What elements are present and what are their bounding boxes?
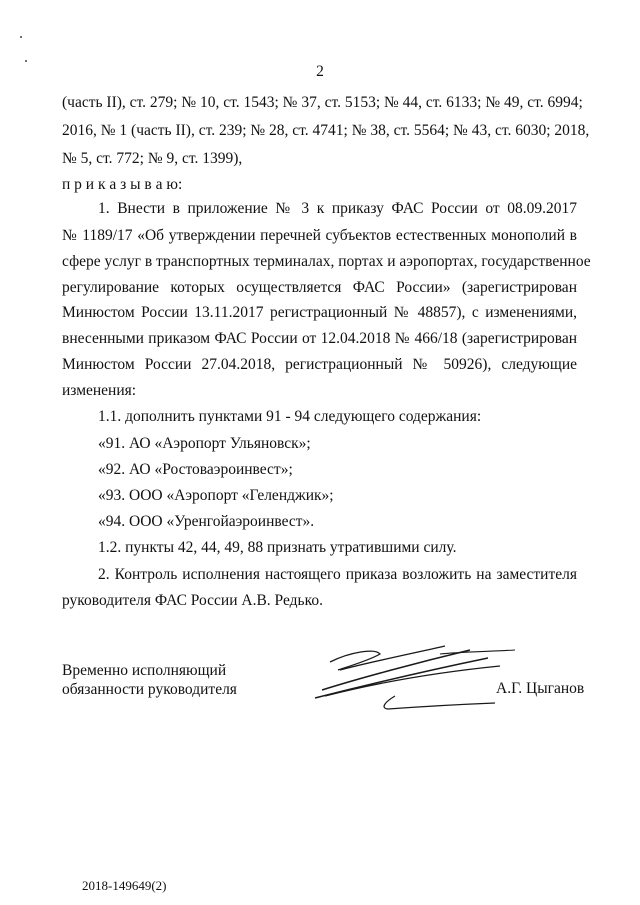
signatory-position-line1: Временно исполняющий [62, 662, 227, 679]
item2-line: 2. Контроль исполнения настоящего приказа возложить на заместителя [98, 566, 577, 583]
scan-speck [20, 36, 22, 38]
item2-line: руководителя ФАС России А.В. Редько. [62, 592, 323, 609]
signatory-name: А.Г. Цыганов [496, 680, 585, 697]
intro-line: 2016, № 1 (часть II), ст. 239; № 28, ст. 4741; № 38, ст. 5564; № 43, ст. 6030; 2018, [62, 122, 590, 139]
document-number: 2018-149649(2) [82, 878, 167, 893]
new-entry-94: «94. ООО «Уренгойаэроинвест». [98, 513, 315, 530]
new-entry-92: «92. АО «Ростоваэроинвест»; [98, 461, 293, 478]
order-word: п р и к а з ы в а ю: [62, 176, 183, 193]
subitem-1-1: 1.1. дополнить пунктами 91 - 94 следующего содержания: [98, 408, 482, 425]
item1-line: сфере услуг в транспортных терминалах, портах и аэропортах, государственное [62, 253, 591, 270]
item1-line: внесенными приказом ФАС России от 12.04.2018 № 466/18 (зарегистрирован [62, 330, 577, 347]
item1-line: Минюстом России 27.04.2018, регистрационный № 50926), следующие [62, 356, 577, 373]
item1-line: изменения: [62, 382, 137, 399]
page-number: 2 [316, 63, 324, 80]
intro-line: № 5, ст. 772; № 9, ст. 1399), [62, 150, 243, 167]
signatory-position-line2: обязанности руководителя [62, 681, 237, 698]
new-entry-91: «91. АО «Аэропорт Ульяновск»; [98, 435, 311, 452]
subitem-1-2: 1.2. пункты 42, 44, 49, 88 признать утратившими силу. [98, 539, 457, 556]
scan-speck [25, 60, 27, 62]
handwritten-signature [310, 640, 530, 715]
item1-line: 1. Внести в приложение № 3 к приказу ФАС России от 08.09.2017 [98, 200, 577, 217]
item1-line: Минюстом России 13.11.2017 регистрационный № 48857), с изменениями, [62, 304, 577, 321]
item1-line: регулирование которых осуществляется ФАС России» (зарегистрирован [62, 279, 577, 296]
intro-line: (часть II), ст. 279; № 10, ст. 1543; № 37, ст. 5153; № 44, ст. 6133; № 49, ст. 6994; [62, 94, 583, 111]
new-entry-93: «93. ООО «Аэропорт «Геленджик»; [98, 487, 334, 504]
item1-line: № 1189/17 «Об утверждении перечней субъектов естественных монополий в [62, 227, 577, 244]
